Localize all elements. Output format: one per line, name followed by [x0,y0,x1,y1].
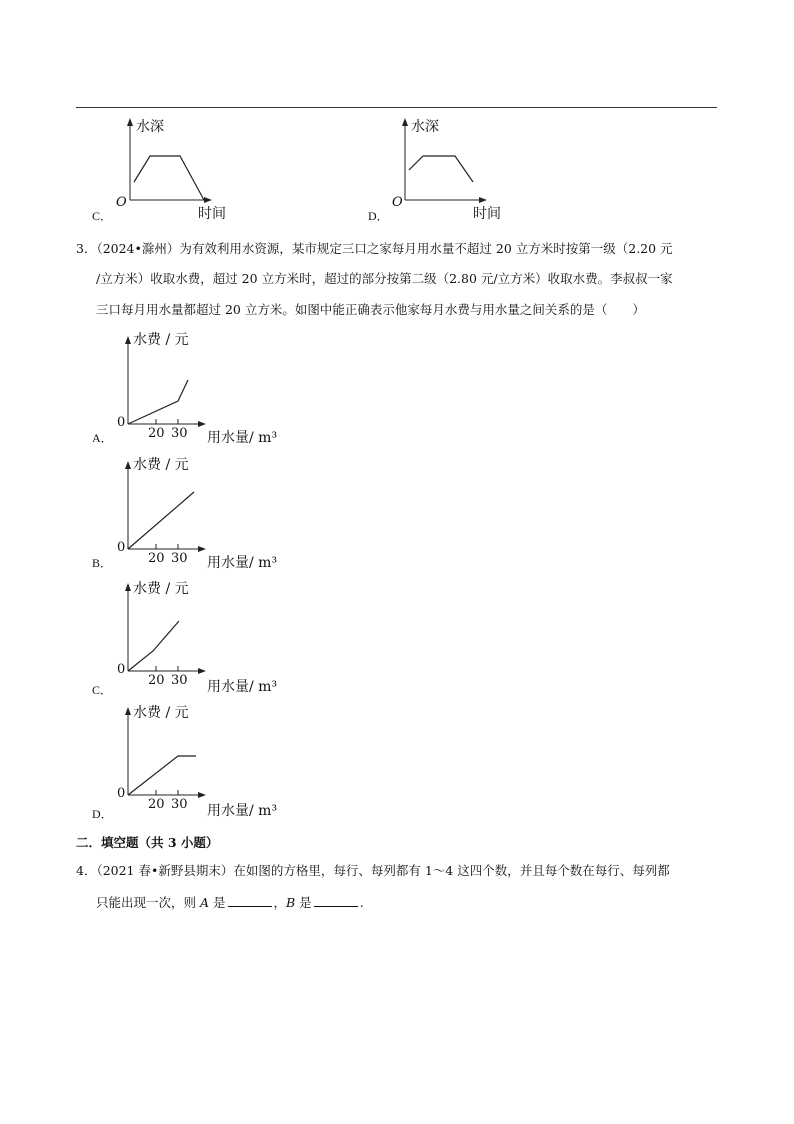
y-axis-label: 水费 / 元 [133,581,189,597]
question-3-line2: /立方米）收取水费，超过 20 立方米时，超过的部分按第二级（2.80 元/立方米）收取水费。李叔叔一家 [96,271,673,286]
question-source: （2021 春•新野县期末） [96,863,234,878]
option-label: B． [92,556,113,570]
question-text: . [359,895,364,910]
x-axis-label: 用水量/ m³ [207,679,278,695]
origin-label: 0 [117,415,126,430]
tick-label-20: 20 [148,797,165,812]
question-3-line3: 三口每月用水量都超过 20 立方米。如图中能正确表示他家每月水费与用水量之间关系的是（ ） [96,302,645,317]
tick-label-20: 20 [148,426,165,441]
y-axis-label: 水深 [136,119,164,135]
question-text: 为有效利用水资源，某市规定三口之家每月用水量不超过 20 立方米时按第一级（2.20 元 [179,241,673,256]
question-text: 是 [209,895,226,910]
answer-blank-a[interactable] [228,894,272,907]
question-4-line2 [96,894,364,911]
question-source: （2024•滁州） [96,241,180,256]
x-axis-label: 时间 [473,206,501,222]
y-axis-label: 水深 [411,119,439,135]
section-title: 二．填空题（共 3 小题） [76,835,219,850]
answer-blank-b[interactable] [314,894,358,907]
question-4-line1 [76,863,670,879]
fee-graph-c [90,577,310,697]
x-axis-label: 用水量/ m³ [207,430,278,446]
y-axis-label: 水费 / 元 [133,332,189,348]
option-label: D． [368,209,389,223]
tick-label-30: 30 [171,426,188,441]
tick-label-20: 20 [148,673,165,688]
depth-graph-c-plot [90,112,250,224]
fee-graph-a [90,328,310,448]
question-text: ， [273,895,287,910]
tick-label-30: 30 [171,551,188,566]
variable-a: A [199,895,210,910]
y-axis-label: 水费 / 元 [133,705,189,721]
origin-label: O [392,195,403,210]
origin-label: O [116,195,127,210]
question-text: 在如图的方格里，每行、每列都有 1～4 这四个数，并且每个数在每行、每列都 [233,863,670,878]
origin-label: 0 [117,786,126,801]
fee-graph-d [90,701,310,823]
x-axis-label: 用水量/ m³ [207,555,278,571]
variable-b: B [286,895,296,910]
tick-label-20: 20 [148,551,165,566]
tick-label-30: 30 [171,797,188,812]
header-rule [76,107,717,108]
tick-label-30: 30 [171,673,188,688]
depth-graph-c [90,112,250,224]
x-axis-label: 时间 [198,206,226,222]
question-number: 3． [76,241,97,256]
fee-graph-b [90,453,310,573]
option-label: D． [92,807,113,821]
option-label: C． [92,683,113,697]
origin-label: 0 [117,662,126,677]
question-number: 4． [76,863,97,878]
question-3-line1 [76,241,673,257]
x-axis-label: 用水量/ m³ [207,803,278,819]
origin-label: 0 [117,540,126,555]
option-label: C． [92,209,113,223]
question-text: 只能出现一次，则 [96,895,200,910]
option-label: A． [92,431,113,445]
question-text: 是 [295,895,312,910]
depth-graph-d [368,112,528,224]
y-axis-label: 水费 / 元 [133,457,189,473]
